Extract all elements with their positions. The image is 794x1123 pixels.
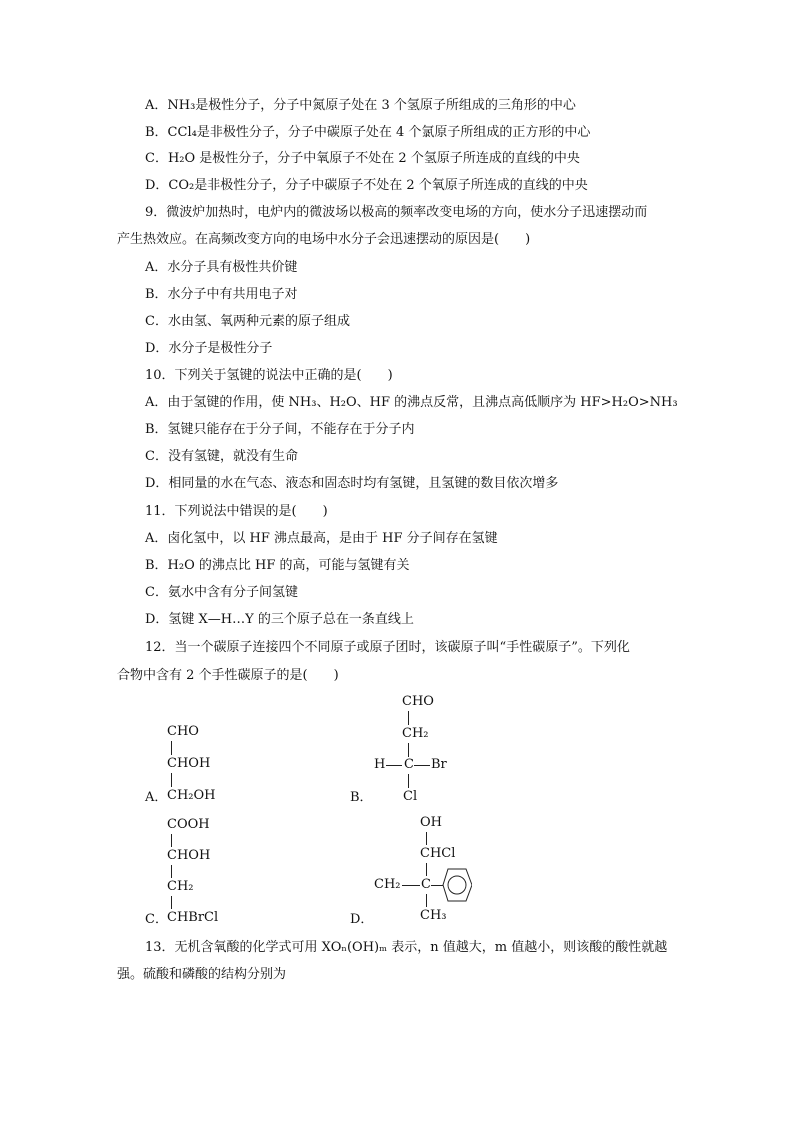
q8-option-b: B．CCl₄是非极性分子，分子中碳原子处在 4 个氯原子所组成的正方形的中心 [145,125,591,140]
structure-d-ch3: CH₃ [420,908,447,923]
q10-option-b: B．氢键只能存在于分子间，不能存在于分子内 [145,422,415,437]
q9-option-a: A．水分子具有极性共价键 [145,260,298,275]
bond-line [402,885,420,886]
q9-option-b: B．水分子中有共用电子对 [145,287,298,302]
bond-line [408,774,409,788]
q8-option-c: C．H₂O 是极性分子，分子中氧原子不处在 2 个氢原子所连成的直线的中央 [145,151,580,166]
q12-option-a-label: A． [145,790,168,805]
bond-line [171,896,172,909]
q11-option-c: C．氨水中含有分子间氢键 [145,585,298,600]
q11-stem: 11．下列说法中错误的是( ) [145,504,328,519]
bond-line [408,711,409,725]
structure-c-choh: CHOH [167,848,211,863]
bond-line [171,834,172,847]
q10-stem: 10．下列关于氢键的说法中正确的是( ) [145,368,393,383]
bond-line [426,894,427,907]
q10-option-a: A．由于氢键的作用，使 NH₃、H₂O、HF 的沸点反常，且沸点高低顺序为 HF>H₂O>NH₃ [145,395,678,410]
q12-stem-line1: 12．当一个碳原子连接四个不同原子或原子团时，该碳原子叫“手性碳原子”。下列化 [145,640,630,655]
structure-d-c: C [421,877,431,892]
structure-b-ch2: CH₂ [402,726,429,741]
structure-b-h: H [374,757,386,772]
benzene-ring-icon [442,866,472,904]
structure-d-chcl: CHCl [420,846,456,861]
q8-option-a: A．NH₃是极性分子，分子中氮原子处在 3 个氢原子所组成的三角形的中心 [145,98,576,113]
structure-c-ch2: CH₂ [167,879,194,894]
q9-stem-line2: 产生热效应。在高频改变方向的电场中水分子会迅速摆动的原因是( ) [117,232,531,247]
structure-c-chbrcl: CHBrCl [167,910,219,925]
bond-line [426,863,427,876]
structure-b-cho: CHO [402,694,434,709]
q11-option-d: D．氢键 X—H…Y 的三个原子总在一条直线上 [145,612,414,627]
structure-d-ch2: CH₂ [374,877,401,892]
q9-stem-line1: 9．微波炉加热时，电炉内的微波场以极高的频率改变电场的方向，使水分子迅速摆动而 [145,205,648,220]
q12-option-c-label: C． [145,912,168,927]
q11-option-b: B．H₂O 的沸点比 HF 的高，可能与氢键有关 [145,558,410,573]
structure-d-oh: OH [420,815,442,830]
q8-option-d: D．CO₂是非极性分子，分子中碳原子不处在 2 个氧原子所连成的直线的中央 [145,178,588,193]
bond-line [426,832,427,845]
q9-option-d: D．水分子是极性分子 [145,341,273,356]
bond-line [386,765,402,766]
bond-line [171,741,172,755]
bond-line [408,743,409,757]
structure-c-cooh: COOH [167,817,210,832]
q13-stem-line2: 强。硫酸和磷酸的结构分别为 [117,967,287,982]
structure-b-br: Br [431,757,447,772]
q12-stem-line2: 合物中含有 2 个手性碳原子的是( ) [117,668,339,683]
bond-line [414,765,430,766]
q13-stem-line1: 13．无机含氧酸的化学式可用 XOₙ(OH)ₘ 表示，n 值越大，m 值越小，则该酸的酸性就越 [145,940,668,955]
structure-a-ch2oh: CH₂OH [167,788,216,803]
q10-option-d: D．相同量的水在气态、液态和固态时均有氢键，且氢键的数目依次增多 [145,476,559,491]
bond-line [171,865,172,878]
q9-option-c: C．水由氢、氧两种元素的原子组成 [145,314,350,329]
q10-option-c: C．没有氢键，就没有生命 [145,449,298,464]
q11-option-a: A．卤化氢中，以 HF 沸点最高，是由于 HF 分子间存在氢键 [145,531,498,546]
structure-b-c: C [404,757,414,772]
bond-line [171,773,172,787]
structure-b-cl: Cl [403,789,418,804]
q12-option-b-label: B． [350,790,373,805]
q12-option-d-label: D． [350,912,374,927]
structure-a-cho: CHO [167,724,199,739]
structure-a-choh: CHOH [167,756,211,771]
